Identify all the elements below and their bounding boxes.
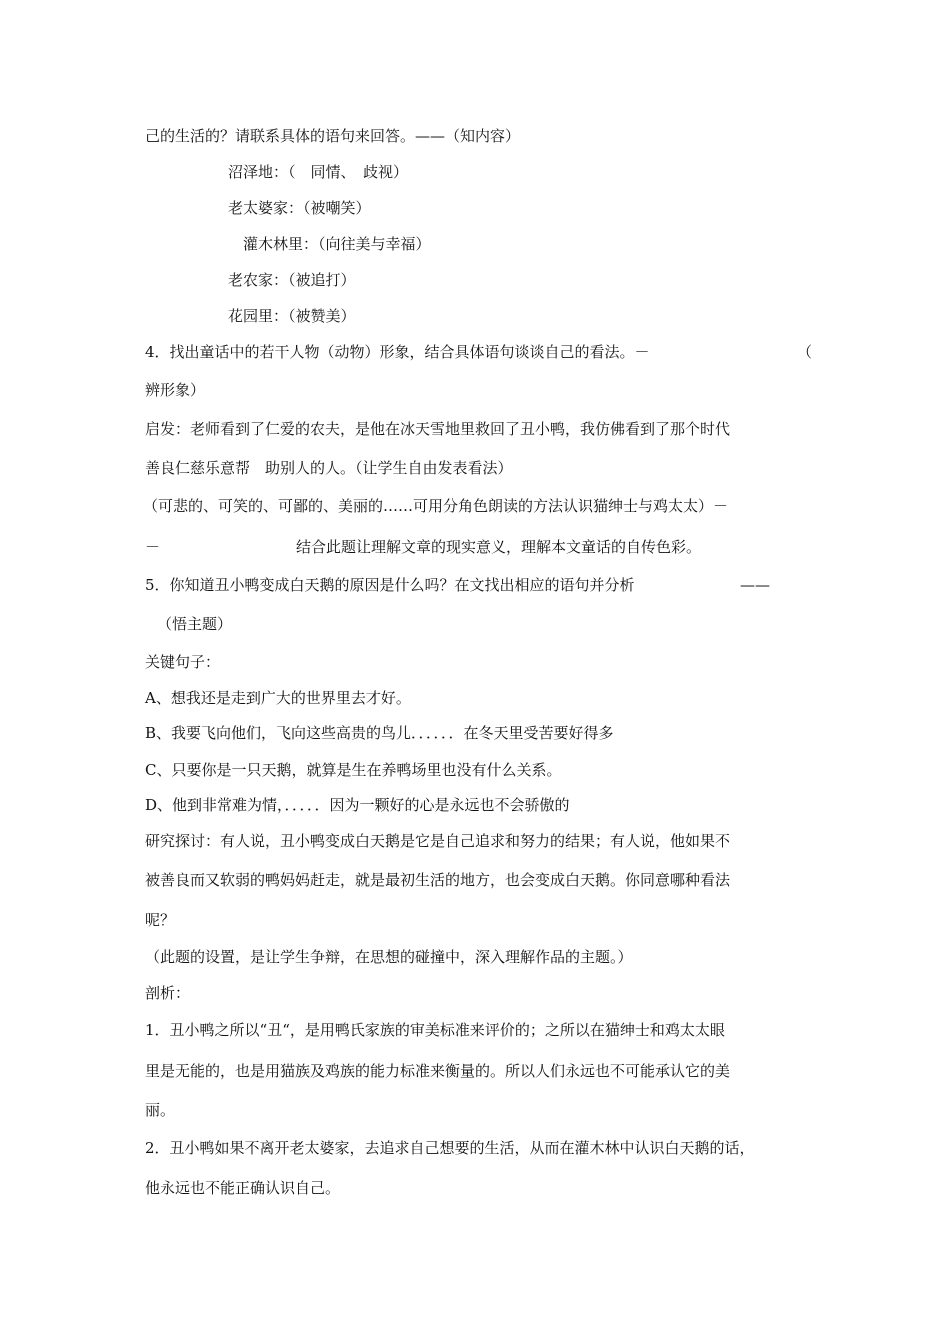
discussion-line-2: 被善良而又软弱的鸭妈妈赶走，就是最初生活的地方，也会变成白天鹅。你同意哪种看法 — [145, 871, 731, 889]
answer-garden: 花园里：（被赞美） — [228, 307, 356, 325]
hint-line-2: 善良仁慈乐意帮 助别人的人。（让学生自由发表看法） — [145, 459, 513, 477]
discussion-line-1: 研究探讨：有人说，丑小鸭变成白天鹅是它是自己追求和努力的结果；有人说，他如果不 — [145, 832, 731, 850]
answer-swamp: 沼泽地：（ 同情、 歧视） — [228, 163, 409, 181]
answer-bushes: 灌木林里：（向往美与幸福） — [243, 235, 431, 253]
answer-farmer-house: 老农家：（被追打） — [228, 271, 356, 289]
hint-line-1: 启发：老师看到了仁爱的农夫，是他在冰天雪地里救回了丑小鸭，我仿佛看到了那个时代 — [145, 420, 731, 438]
key-sentence-b: B、我要飞向他们，飞向这些高贵的鸟儿．．．．．．在冬天里受苦要好得多 — [145, 724, 614, 742]
analysis-heading: 剖析： — [145, 984, 191, 1002]
question-5-dash: —— — [740, 576, 770, 594]
question-3-tail: 己的生活的？请联系具体的语句来回答。——（知内容） — [145, 127, 521, 145]
analysis-1-line-2: 里是无能的，也是用猫族及鸡族的能力标准来衡量的。所以人们永远也不可能承认它的美 — [145, 1062, 731, 1080]
analysis-2-line-2: 他永远也不能正确认识自己。 — [145, 1179, 341, 1197]
hint-dash: － — [145, 538, 161, 556]
key-sentences-heading: 关键句子： — [145, 653, 221, 671]
analysis-2-line-1: 2．丑小鸭如果不离开老太婆家，去追求自己想要的生活，从而在灌木林中认识白天鹅的话， — [145, 1139, 755, 1157]
question-4-paren: （ — [797, 343, 813, 361]
key-sentence-c: C、只要你是一只天鹅，就算是生在养鸭场里也没有什么关系。 — [145, 761, 562, 779]
analysis-1-line-1: 1．丑小鸭之所以“丑“，是用鸭氏家族的审美标准来评价的；之所以在猫绅士和鸡太太眼 — [145, 1021, 725, 1039]
question-5-tag: （悟主题） — [157, 615, 233, 633]
question-4-tag: 辨形象） — [145, 381, 206, 399]
question-5: 5．你知道丑小鸭变成白天鹅的原因是什么吗？在文找出相应的语句并分析 — [145, 576, 635, 594]
key-sentence-a: A、想我还是走到广大的世界里去才好。 — [145, 689, 411, 707]
analysis-1-line-3: 丽。 — [145, 1101, 176, 1119]
hint-line-4: 结合此题让理解文章的现实意义，理解本文童话的自传色彩。 — [296, 538, 702, 556]
key-sentence-d: D、他到非常难为情，．．．．．因为一颗好的心是永远也不会骄傲的 — [145, 796, 570, 814]
answer-old-woman-house: 老太婆家：（被嘲笑） — [228, 199, 371, 217]
discussion-note: （此题的设置，是让学生争辩，在思想的碰撞中，深入理解作品的主题。） — [145, 948, 633, 966]
question-4: 4．找出童话中的若干人物（动物）形象，结合具体语句谈谈自己的看法。－ — [145, 343, 650, 361]
hint-line-3: （可悲的、可笑的、可鄙的、美丽的……可用分角色朗读的方法认识猫绅士与鸡太太）－ — [143, 497, 729, 515]
discussion-line-3: 呢？ — [145, 911, 176, 929]
